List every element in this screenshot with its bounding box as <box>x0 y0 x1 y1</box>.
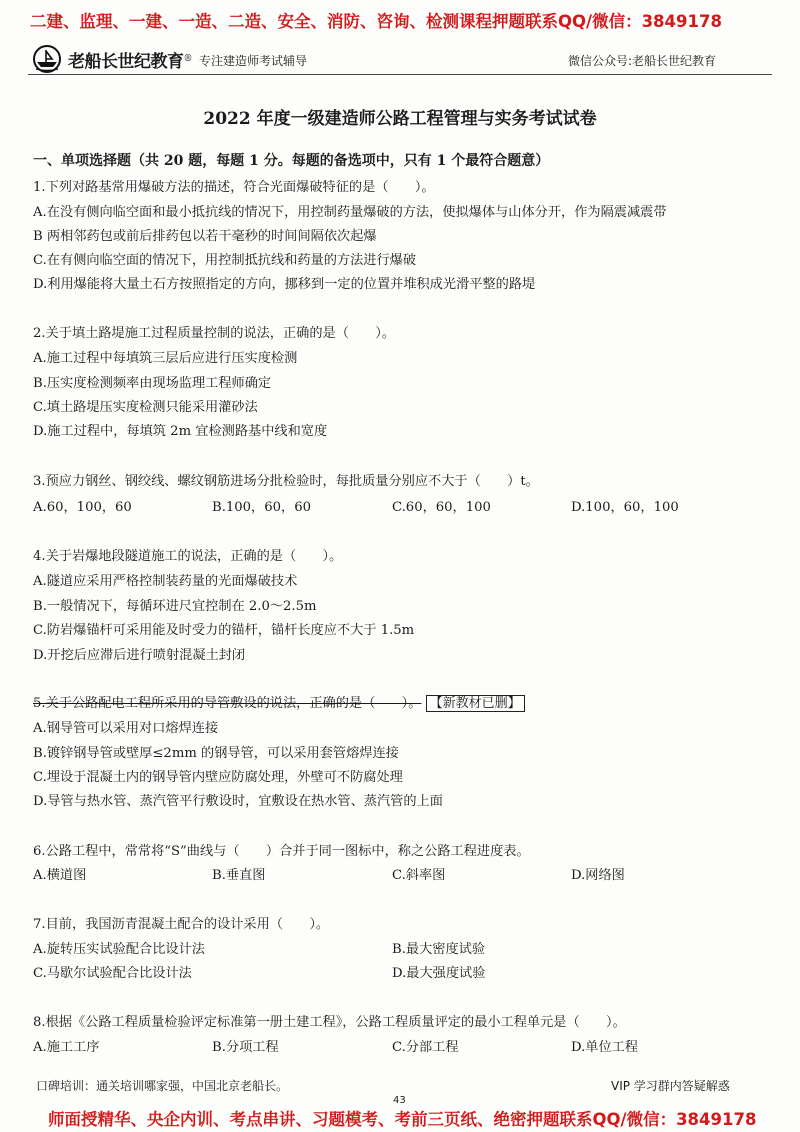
footer-right: VIP 学习群内答疑解惑 <box>611 1079 730 1093</box>
question-4-option-d: D.开挖后应滞后进行喷射混凝土封闭 <box>33 648 246 663</box>
question-6-option-a: A.横道图 <box>33 868 87 883</box>
question-2-option-b: B.压实度检测频率由现场监理工程师确定 <box>33 376 272 391</box>
deleted-stamp: 【新教材已删】 <box>426 695 525 712</box>
question-8-option-c: C.分部工程 <box>392 1040 459 1055</box>
question-1-option-b: B 两相邻药包或前后排药包以若干毫秒的时间间隔依次起爆 <box>33 229 377 244</box>
page-title: 2022 年度一级建造师公路工程管理与实务考试试卷 <box>203 109 597 129</box>
question-8-stem: 8.根据《公路工程质量检验评定标准第一册土建工程》，公路工程质量评定的最小工程单元是（ ）。 <box>33 1015 626 1030</box>
question-5-heading <box>33 692 525 711</box>
question-8-option-d: D.单位工程 <box>571 1040 639 1055</box>
question-4-option-a: A.隧道应采用严格控制装药量的光面爆破技术 <box>33 574 298 589</box>
question-6-option-d: D.网络图 <box>571 868 625 883</box>
question-5-option-b: B.镀锌钢导管或壁厚≤2mm 的钢导管，可以采用套管熔焊连接 <box>33 746 399 761</box>
question-3-option-b: B.100，60，60 <box>212 500 311 515</box>
question-7-option-a: A.旋转压实试验配合比设计法 <box>33 942 205 957</box>
question-5-option-a: A.钢导管可以采用对口熔焊连接 <box>33 721 219 736</box>
question-3-stem: 3.预应力钢丝、钢绞线、螺纹钢筋进场分批检验时，每批质量分别应不大于（ ）t。 <box>33 474 539 489</box>
question-6-option-b: B.垂直图 <box>212 868 266 883</box>
question-1-stem: 1.下列对路基常用爆破方法的描述，符合光面爆破特征的是（ ）。 <box>33 180 435 195</box>
page-number: 43 <box>393 1095 406 1106</box>
question-7-option-b: B.最大密度试验 <box>392 942 486 957</box>
question-1-option-d: D.利用爆能将大量土石方按照指定的方向，挪移到一定的位置并堆积成光滑平整的路堤 <box>33 277 536 292</box>
bottom-banner: 师面授精华、央企内训、考点串讲、习题模考、考前三页纸、绝密押题联系QQ/微信：3849178 <box>48 1110 757 1129</box>
header-divider <box>28 74 772 75</box>
brand-logo <box>30 44 193 74</box>
question-1-option-c: C.在有侧向临空面的情况下，用控制抵抗线和药量的方法进行爆破 <box>33 253 417 268</box>
question-8-option-b: B.分项工程 <box>212 1040 279 1055</box>
header-slogan: 专注建造师考试辅导 <box>199 54 308 68</box>
question-3-option-a: A.60，100，60 <box>33 500 132 515</box>
question-6-option-c: C.斜率图 <box>392 868 446 883</box>
question-5-option-c: C.埋设于混凝土内的钢导管内壁应防腐处理，外壁可不防腐处理 <box>33 770 403 785</box>
question-2-option-c: C.填土路堤压实度检测只能采用灌砂法 <box>33 400 258 415</box>
footer-left: 口碑培训：通关培训哪家强，中国北京老船长。 <box>36 1079 289 1093</box>
top-banner: 二建、监理、一建、一造、二造、安全、消防、咨询、检测课程押题联系QQ/微信：3849178 <box>30 12 722 31</box>
question-2-option-a: A.施工过程中每填筑三层后应进行压实度检测 <box>33 351 298 366</box>
question-7-option-c: C.马歇尔试验配合比设计法 <box>33 966 192 981</box>
question-2-stem: 2.关于填土路堤施工过程质量控制的说法，正确的是（ ）。 <box>33 326 396 341</box>
question-5-stem: 5.关于公路配电工程所采用的导管敷设的说法，正确的是（ ）。 <box>33 696 422 711</box>
question-3-option-c: C.60，60，100 <box>392 500 491 515</box>
ship-emblem-icon <box>30 44 64 74</box>
question-4-option-b: B.一般情况下，每循环进尺宜控制在 2.0～2.5m <box>33 599 317 614</box>
section-heading: 一、单项选择题（共 20 题，每题 1 分。每题的备选项中，只有 1 个最符合题意） <box>33 153 550 169</box>
question-7-option-d: D.最大强度试验 <box>392 966 486 981</box>
registered-mark: ® <box>183 54 193 64</box>
header-wechat: 微信公众号:老船长世纪教育 <box>568 54 717 68</box>
question-6-stem: 6.公路工程中，常常将“S”曲线与（ ）合并于同一图标中，称之公路工程进度表。 <box>33 844 530 859</box>
question-3-option-d: D.100，60，100 <box>571 500 679 515</box>
logo-text: 老船长世纪教育 <box>68 51 184 72</box>
question-1-option-a: A.在没有侧向临空面和最小抵抗线的情况下，用控制药量爆破的方法，使拟爆体与山体分开，作为隔震减震带 <box>33 205 667 220</box>
question-4-stem: 4.关于岩爆地段隧道施工的说法，正确的是（ ）。 <box>33 549 343 564</box>
question-5-option-d: D.导管与热水管、蒸汽管平行敷设时，宜敷设在热水管、蒸汽管的上面 <box>33 794 443 809</box>
question-4-option-c: C.防岩爆锚杆可采用能及时受力的锚杆，锚杆长度应不大于 1.5m <box>33 623 415 638</box>
question-2-option-d: D.施工过程中，每填筑 2m 宜检测路基中线和宽度 <box>33 424 328 439</box>
question-7-stem: 7.目前，我国沥青混凝土配合的设计采用（ ）。 <box>33 917 330 932</box>
question-8-option-a: A.施工工序 <box>33 1040 100 1055</box>
